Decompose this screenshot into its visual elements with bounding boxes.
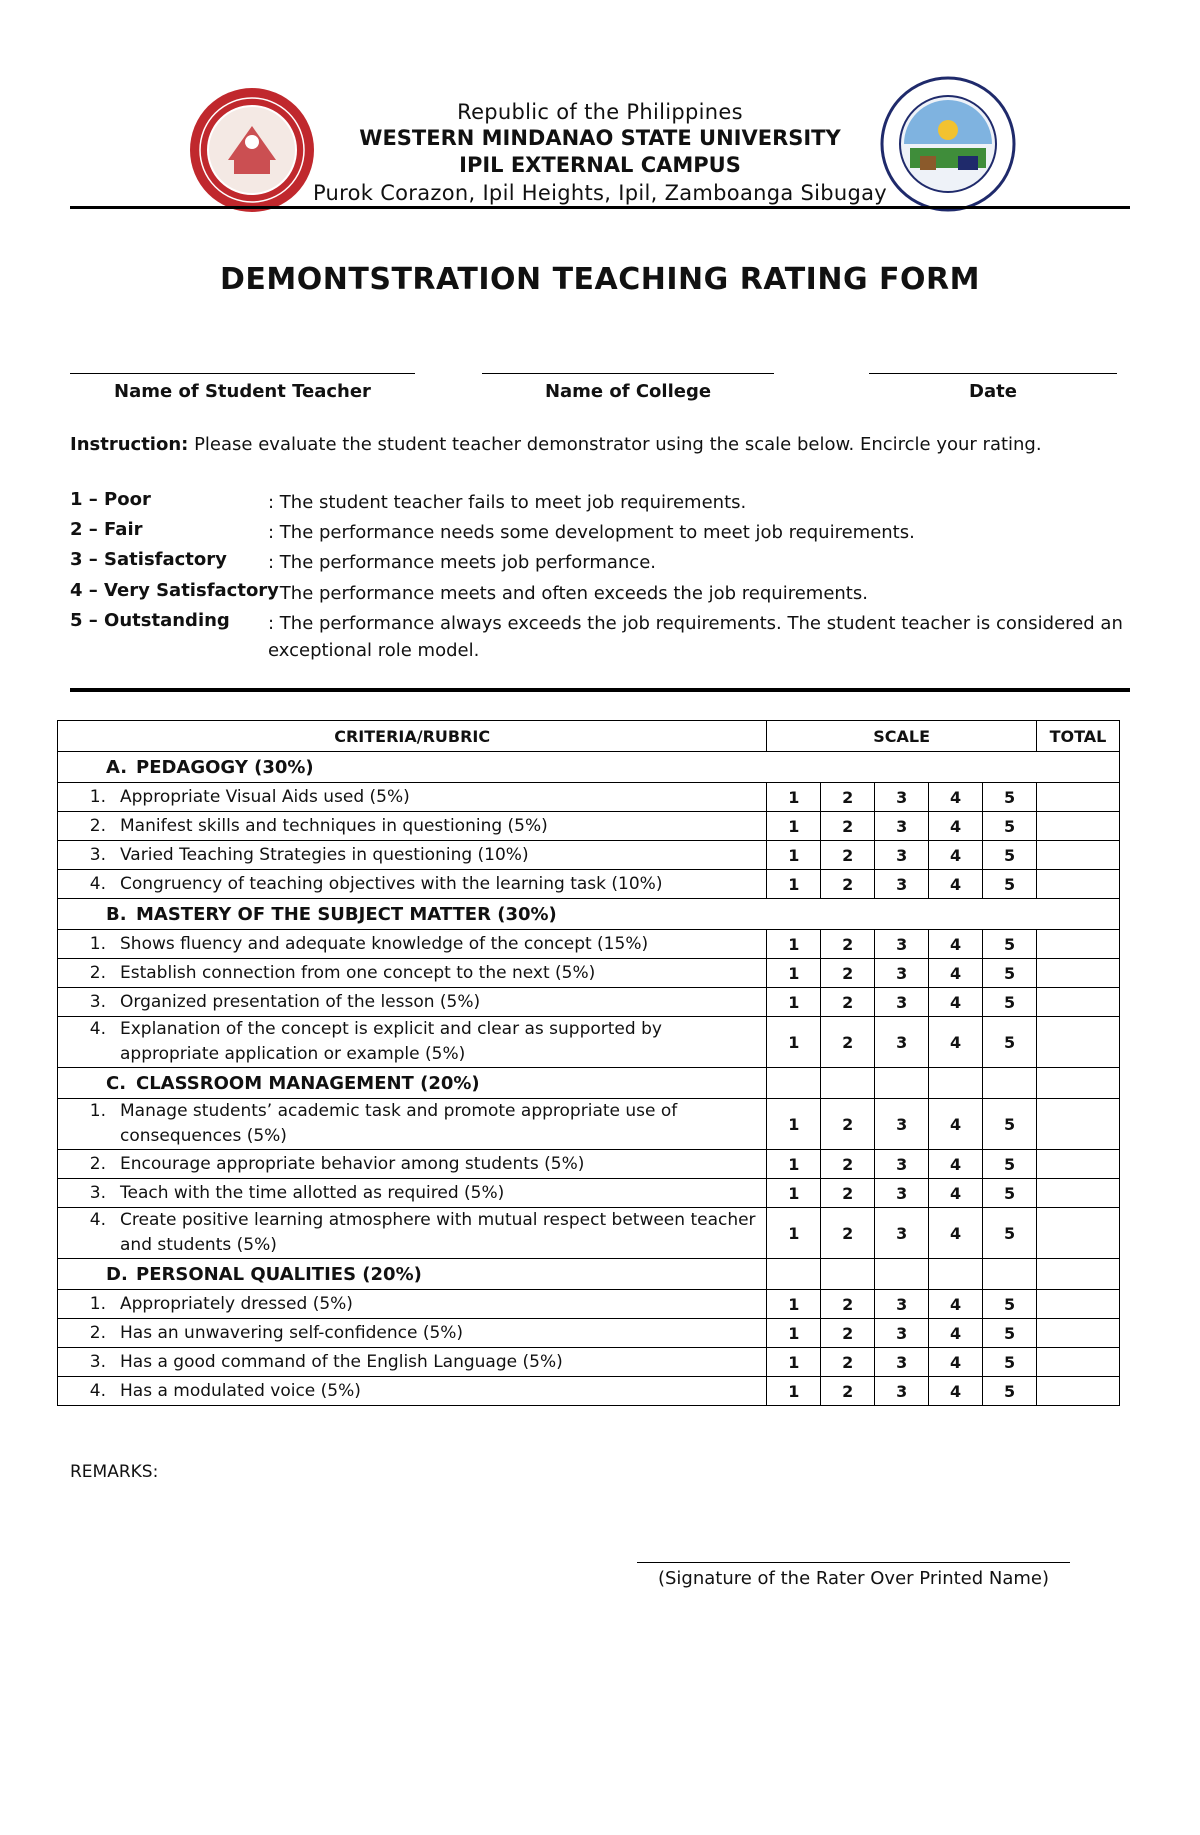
section-row — [58, 899, 1120, 930]
rating-option-3[interactable]: 3 — [875, 1348, 929, 1377]
empty-cell — [929, 1259, 983, 1290]
empty-cell — [767, 1259, 821, 1290]
criterion-text: Shows fluency and adequate knowledge of the concept (15%) — [120, 933, 649, 954]
date-line[interactable] — [869, 373, 1117, 374]
section-title — [58, 752, 1120, 783]
criterion-text: Varied Teaching Strategies in questioning (10%) — [120, 844, 529, 865]
rating-option-3[interactable]: 3 — [875, 841, 929, 870]
rating-option-4[interactable]: 4 — [929, 1179, 983, 1208]
instruction — [70, 434, 1150, 455]
scale-desc: : The performance meets and often exceeds the job requirements. — [268, 583, 868, 604]
empty-cell — [821, 1068, 875, 1099]
rating-option-1[interactable]: 1 — [767, 930, 821, 959]
table-row — [58, 988, 1120, 1017]
rating-option-1[interactable]: 1 — [767, 988, 821, 1017]
criterion-cell — [58, 1099, 767, 1150]
criterion-cell — [58, 1348, 767, 1377]
rating-option-5[interactable]: 5 — [983, 1017, 1037, 1068]
student-teacher-label: Name of Student Teacher — [114, 381, 371, 402]
rating-option-3[interactable]: 3 — [875, 930, 929, 959]
item-number: 4. — [89, 1380, 106, 1401]
item-number: 2. — [89, 815, 106, 836]
rating-option-3[interactable]: 3 — [875, 1208, 929, 1259]
rating-option-1[interactable]: 1 — [767, 870, 821, 899]
rating-option-1[interactable]: 1 — [767, 1017, 821, 1068]
empty-cell — [767, 1068, 821, 1099]
rating-option-2[interactable]: 2 — [821, 841, 875, 870]
table-header-row — [58, 721, 1120, 752]
rating-option-3[interactable]: 3 — [875, 1377, 929, 1406]
criterion-cell — [58, 1179, 767, 1208]
header-campus: IPIL EXTERNAL CAMPUS — [459, 153, 741, 177]
rating-option-4[interactable]: 4 — [929, 1099, 983, 1150]
rating-option-3[interactable]: 3 — [875, 1150, 929, 1179]
rating-option-4[interactable]: 4 — [929, 841, 983, 870]
item-number: 2. — [89, 1322, 106, 1343]
header-address: Purok Corazon, Ipil Heights, Ipil, Zamboanga Sibugay — [312, 181, 888, 205]
item-number: 3. — [89, 1351, 106, 1372]
empty-cell — [983, 1259, 1037, 1290]
rating-option-5[interactable]: 5 — [983, 870, 1037, 899]
empty-cell — [1037, 1068, 1120, 1099]
rating-option-1[interactable]: 1 — [767, 783, 821, 812]
criterion-text: Establish connection from one concept to the next (5%) — [120, 962, 596, 983]
rating-option-4[interactable]: 4 — [929, 930, 983, 959]
criterion-text: Explanation of the concept is explicit and clear as supported by appropriate application or example (5%) — [120, 1019, 662, 1064]
rating-option-2[interactable]: 2 — [821, 1017, 875, 1068]
criterion-text: Has an unwavering self-confidence (5%) — [120, 1322, 464, 1343]
rating-option-3[interactable]: 3 — [875, 1290, 929, 1319]
empty-cell — [1037, 1259, 1120, 1290]
date-label: Date — [969, 381, 1017, 402]
section-row — [58, 752, 1120, 783]
total-cell[interactable] — [1037, 1179, 1120, 1208]
rating-option-2[interactable]: 2 — [821, 783, 875, 812]
rating-option-5[interactable]: 5 — [983, 812, 1037, 841]
rating-option-2[interactable]: 2 — [821, 1150, 875, 1179]
rating-option-3[interactable]: 3 — [875, 783, 929, 812]
rating-option-5[interactable]: 5 — [983, 783, 1037, 812]
rating-option-5[interactable]: 5 — [983, 1208, 1037, 1259]
rating-option-3[interactable]: 3 — [875, 988, 929, 1017]
item-number: 3. — [89, 991, 106, 1012]
college-line[interactable] — [482, 373, 774, 374]
total-cell[interactable] — [1037, 988, 1120, 1017]
scale-desc: : The performance meets job performance. — [268, 552, 656, 573]
rating-option-2[interactable]: 2 — [821, 1319, 875, 1348]
item-number: 4. — [89, 1210, 106, 1230]
item-number: 4. — [89, 873, 106, 894]
section-title — [58, 1259, 767, 1290]
criterion-cell — [58, 1377, 767, 1406]
criterion-cell — [58, 1017, 767, 1068]
empty-cell — [929, 1068, 983, 1099]
rating-option-1[interactable]: 1 — [767, 812, 821, 841]
instruction-label: Instruction: — [70, 434, 189, 455]
signature-label: (Signature of the Rater Over Printed Name) — [657, 1568, 1050, 1589]
rating-option-5[interactable]: 5 — [983, 1319, 1037, 1348]
total-cell[interactable] — [1037, 959, 1120, 988]
rating-option-1[interactable]: 1 — [767, 1290, 821, 1319]
total-cell[interactable] — [1037, 870, 1120, 899]
student-teacher-line[interactable] — [70, 373, 415, 374]
total-header: TOTAL — [1037, 721, 1120, 752]
section-letter: B. — [106, 903, 127, 925]
total-cell[interactable] — [1037, 1319, 1120, 1348]
scale-label: 1 – Poor — [70, 489, 151, 510]
scale-item — [70, 549, 1140, 576]
header-divider — [70, 206, 1130, 209]
total-cell[interactable] — [1037, 812, 1120, 841]
rating-option-2[interactable]: 2 — [821, 1290, 875, 1319]
criterion-text: Create positive learning atmosphere with mutual respect between teacher and students (5%) — [120, 1210, 756, 1255]
rating-option-2[interactable]: 2 — [821, 930, 875, 959]
rating-option-4[interactable]: 4 — [929, 988, 983, 1017]
table-row — [58, 870, 1120, 899]
rating-option-4[interactable]: 4 — [929, 783, 983, 812]
rating-option-4[interactable]: 4 — [929, 812, 983, 841]
table-row — [58, 1348, 1120, 1377]
header-republic: Republic of the Philippines — [457, 100, 743, 124]
section-title — [58, 1068, 767, 1099]
rating-option-1[interactable]: 1 — [767, 841, 821, 870]
rating-option-4[interactable]: 4 — [929, 1319, 983, 1348]
table-row — [58, 1150, 1120, 1179]
scale-item — [70, 580, 1140, 607]
total-cell[interactable] — [1037, 1348, 1120, 1377]
scale-label: 4 – Very Satisfactory — [70, 580, 279, 601]
table-row — [58, 1290, 1120, 1319]
rating-option-1[interactable]: 1 — [767, 1348, 821, 1377]
rating-option-5[interactable]: 5 — [983, 1348, 1037, 1377]
total-cell[interactable] — [1037, 1208, 1120, 1259]
rating-option-4[interactable]: 4 — [929, 1017, 983, 1068]
table-row — [58, 959, 1120, 988]
table-row — [58, 1017, 1120, 1068]
rating-option-2[interactable]: 2 — [821, 1348, 875, 1377]
criterion-cell — [58, 841, 767, 870]
scale-label: 5 – Outstanding — [70, 610, 230, 631]
rating-option-3[interactable]: 3 — [875, 959, 929, 988]
criterion-text: Appropriate Visual Aids used (5%) — [120, 786, 410, 807]
rating-option-3[interactable]: 3 — [875, 1017, 929, 1068]
section-row — [58, 1068, 1120, 1099]
rating-option-2[interactable]: 2 — [821, 1208, 875, 1259]
scale-desc: : The performance always exceeds the job requirements. The student teacher is considered an exceptional role model. — [268, 613, 1123, 661]
rating-option-5[interactable]: 5 — [983, 1377, 1037, 1406]
section-letter: A. — [106, 756, 128, 778]
table-row — [58, 1179, 1120, 1208]
rating-option-5[interactable]: 5 — [983, 1150, 1037, 1179]
rating-option-1[interactable]: 1 — [767, 1208, 821, 1259]
scale-item — [70, 489, 1140, 516]
rating-option-2[interactable]: 2 — [821, 1179, 875, 1208]
table-row — [58, 1319, 1120, 1348]
section-letter: C. — [106, 1072, 127, 1094]
section-letter: D. — [106, 1263, 128, 1285]
table-row — [58, 1099, 1120, 1150]
scale-header: SCALE — [767, 721, 1037, 752]
criterion-cell — [58, 1150, 767, 1179]
criterion-text: Has a modulated voice (5%) — [120, 1380, 361, 1401]
rating-option-5[interactable]: 5 — [983, 1290, 1037, 1319]
table-row — [58, 1208, 1120, 1259]
criterion-text: Organized presentation of the lesson (5%) — [120, 991, 481, 1012]
section-name: PERSONAL QUALITIES (20%) — [136, 1263, 422, 1285]
rating-option-4[interactable]: 4 — [929, 1290, 983, 1319]
rating-option-4[interactable]: 4 — [929, 1348, 983, 1377]
rating-option-4[interactable]: 4 — [929, 1208, 983, 1259]
table-row — [58, 930, 1120, 959]
instruction-text: Please evaluate the student teacher demonstrator using the scale below. Encircle your rating. — [188, 434, 1042, 455]
criterion-cell — [58, 1290, 767, 1319]
rating-option-2[interactable]: 2 — [821, 988, 875, 1017]
rating-option-5[interactable]: 5 — [983, 930, 1037, 959]
total-cell[interactable] — [1037, 1150, 1120, 1179]
rating-option-1[interactable]: 1 — [767, 1319, 821, 1348]
item-number: 3. — [89, 1182, 106, 1203]
criterion-text: Manage students’ academic task and promote appropriate use of consequences (5%) — [120, 1101, 678, 1146]
rating-option-3[interactable]: 3 — [875, 1099, 929, 1150]
empty-cell — [821, 1259, 875, 1290]
rating-option-5[interactable]: 5 — [983, 841, 1037, 870]
college-label: Name of College — [544, 381, 712, 402]
signature-line[interactable] — [637, 1562, 1070, 1563]
section-name: CLASSROOM MANAGEMENT (20%) — [136, 1072, 480, 1094]
total-cell[interactable] — [1037, 1099, 1120, 1150]
criterion-text: Encourage appropriate behavior among students (5%) — [120, 1153, 585, 1174]
section-name: PEDAGOGY (30%) — [136, 756, 314, 778]
rating-option-2[interactable]: 2 — [821, 1377, 875, 1406]
section-title — [58, 899, 1120, 930]
criterion-cell — [58, 870, 767, 899]
rating-option-1[interactable]: 1 — [767, 1377, 821, 1406]
section-name: MASTERY OF THE SUBJECT MATTER (30%) — [136, 903, 557, 925]
empty-cell — [983, 1068, 1037, 1099]
rating-option-4[interactable]: 4 — [929, 1377, 983, 1406]
rating-option-4[interactable]: 4 — [929, 959, 983, 988]
criterion-text: Has a good command of the English Language (5%) — [120, 1351, 563, 1372]
rating-option-3[interactable]: 3 — [875, 1179, 929, 1208]
rating-option-3[interactable]: 3 — [875, 1319, 929, 1348]
rating-option-1[interactable]: 1 — [767, 959, 821, 988]
rating-option-2[interactable]: 2 — [821, 959, 875, 988]
item-number: 1. — [89, 786, 106, 807]
section-divider — [70, 688, 1130, 692]
item-number: 1. — [89, 933, 106, 954]
rubric-table — [57, 720, 1120, 1406]
scale-item — [70, 519, 1140, 546]
remarks-label: REMARKS: — [70, 1462, 159, 1482]
rating-option-5[interactable]: 5 — [983, 1099, 1037, 1150]
section-row — [58, 1259, 1120, 1290]
rating-option-4[interactable]: 4 — [929, 870, 983, 899]
table-row — [58, 812, 1120, 841]
total-cell[interactable] — [1037, 841, 1120, 870]
item-number: 2. — [89, 1153, 106, 1174]
criterion-cell — [58, 812, 767, 841]
rating-option-2[interactable]: 2 — [821, 1099, 875, 1150]
rating-option-2[interactable]: 2 — [821, 870, 875, 899]
rating-option-1[interactable]: 1 — [767, 1179, 821, 1208]
criterion-cell — [58, 1319, 767, 1348]
criteria-header: CRITERIA/RUBRIC — [58, 721, 767, 752]
table-row — [58, 783, 1120, 812]
empty-cell — [875, 1068, 929, 1099]
criterion-cell — [58, 930, 767, 959]
rating-option-5[interactable]: 5 — [983, 1179, 1037, 1208]
criterion-text: Congruency of teaching objectives with the learning task (10%) — [120, 873, 663, 894]
scale-desc: : The student teacher fails to meet job requirements. — [268, 492, 747, 513]
total-cell[interactable] — [1037, 783, 1120, 812]
criterion-cell — [58, 988, 767, 1017]
item-number: 1. — [89, 1101, 106, 1121]
header-university: WESTERN MINDANAO STATE UNIVERSITY — [359, 126, 841, 150]
rating-option-5[interactable]: 5 — [983, 959, 1037, 988]
scale-label: 3 – Satisfactory — [70, 549, 227, 570]
rating-option-2[interactable]: 2 — [821, 812, 875, 841]
scale-label: 2 – Fair — [70, 519, 143, 540]
item-number: 3. — [89, 844, 106, 865]
item-number: 2. — [89, 962, 106, 983]
total-cell[interactable] — [1037, 1377, 1120, 1406]
item-number: 1. — [89, 1293, 106, 1314]
rating-option-1[interactable]: 1 — [767, 1099, 821, 1150]
item-number: 4. — [89, 1019, 106, 1039]
empty-cell — [875, 1259, 929, 1290]
rating-option-4[interactable]: 4 — [929, 1150, 983, 1179]
criterion-text: Manifest skills and techniques in questioning (5%) — [120, 815, 548, 836]
total-cell[interactable] — [1037, 1290, 1120, 1319]
criterion-cell — [58, 783, 767, 812]
criterion-cell — [58, 1208, 767, 1259]
rating-option-5[interactable]: 5 — [983, 988, 1037, 1017]
scale-item — [70, 610, 1140, 664]
scale-desc: : The performance needs some development to meet job requirements. — [268, 522, 915, 543]
rating-option-1[interactable]: 1 — [767, 1150, 821, 1179]
rating-option-3[interactable]: 3 — [875, 812, 929, 841]
total-cell[interactable] — [1037, 1017, 1120, 1068]
page-title: DEMONTSTRATION TEACHING RATING FORM — [220, 262, 980, 297]
table-row — [58, 1377, 1120, 1406]
criterion-cell — [58, 959, 767, 988]
rating-option-3[interactable]: 3 — [875, 870, 929, 899]
table-row — [58, 841, 1120, 870]
total-cell[interactable] — [1037, 930, 1120, 959]
criterion-text: Appropriately dressed (5%) — [120, 1293, 353, 1314]
criterion-text: Teach with the time allotted as required (5%) — [120, 1182, 505, 1203]
